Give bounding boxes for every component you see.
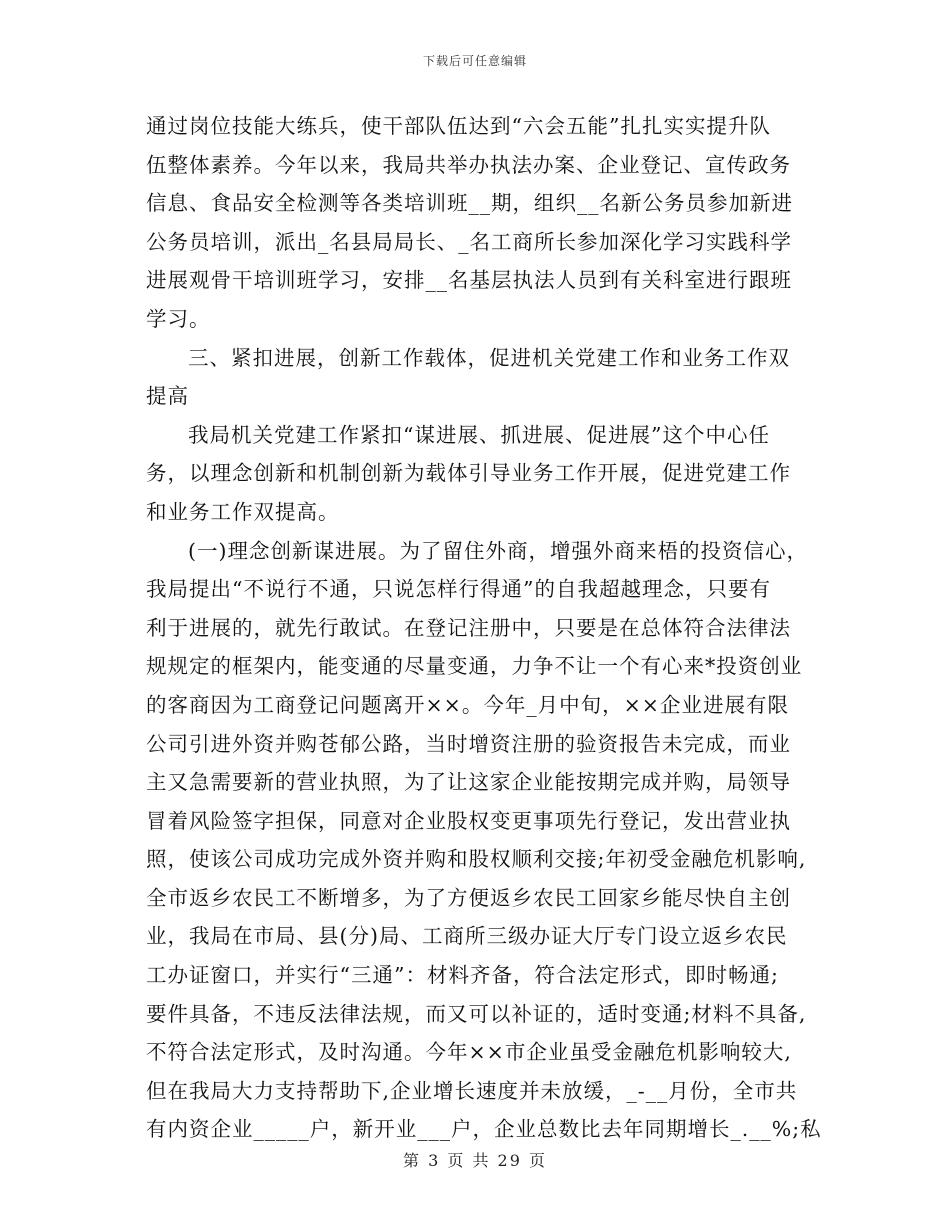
body-line: 信息、食品安全检测等各类培训班__期，组织__名新公务员参加新进 <box>146 191 793 216</box>
document-body <box>146 107 822 1149</box>
body-line: 规规定的框架内，能变通的尽量变通，力争不让一个有心来*投资创业 <box>146 654 803 679</box>
body-line: 但在我局大力支持帮助下,企业增长速度并未放缓，_-__月份，全市共 <box>146 1078 798 1103</box>
body-line: 通过岗位技能大练兵，使干部队伍达到“六会五能”扎扎实实提升队 <box>146 114 771 138</box>
body-line: 有内资企业_____户，新开业___户，企业总数比去年同期增长_.__%;私 <box>146 1117 822 1142</box>
body-line: 照，使该公司成功完成外资并购和股权顺利交接;年初受金融危机影响, <box>146 847 807 872</box>
body-line: 全市返乡农民工不断增多，为了方便返乡农民工回家乡能尽快自主创 <box>146 885 791 910</box>
body-line: 伍整体素养。今年以来，我局共举办执法办案、企业登记、宣传政务 <box>146 152 791 177</box>
body-line: (一)理念创新谋进展。为了留住外商，增强外商来梧的投资信心， <box>188 538 808 563</box>
page-header-note: 下载后可任意编辑 <box>422 54 527 68</box>
section-heading-cont: 提高 <box>146 384 189 409</box>
body-line: 的客商因为工商登记问题离开××。今年_月中旬，××企业进展有限 <box>146 692 789 717</box>
body-line: 公务员培训，派出_名县局局长、_名工商所长参加深化学习实践科学 <box>146 229 792 254</box>
page-number: 第 3 页 共 29 页 <box>403 1151 547 1170</box>
body-line: 业，我局在市局、县(分)局、工商所三级办证大厅专门设立返乡农民 <box>146 924 788 949</box>
body-line: 不符合法定形式，及时沟通。今年××市企业虽受金融危机影响较大, <box>146 1040 792 1065</box>
body-line: 要件具备，不违反法律法规，而又可以补证的，适时变通;材料不具备, <box>146 1001 807 1026</box>
body-line: 工办证窗口，并实行“三通”：材料齐备，符合法定形式，即时畅通; <box>146 963 779 988</box>
body-line: 和业务工作双提高。 <box>146 499 340 524</box>
body-line: 我局提出“不说行不通，只说怎样行得通”的自我超越理念，只要有 <box>146 577 771 602</box>
body-line: 务，以理念创新和机制创新为载体引导业务工作开展，促进党建工作 <box>146 461 791 486</box>
body-line: 利于进展的，就先行敢试。在登记注册中，只要是在总体符合法律法 <box>146 615 791 640</box>
body-line: 进展观骨干培训班学习，安排__名基层执法人员到有关科室进行跟班 <box>146 268 792 293</box>
body-line: 主又急需要新的营业执照，为了让这家企业能按期完成并购，局领导 <box>146 770 791 795</box>
body-line: 公司引进外资并购苍郁公路，当时增资注册的验资报告未完成，而业 <box>146 731 791 756</box>
body-line: 学习。 <box>146 306 211 331</box>
body-line: 我局机关党建工作紧扣“谋进展、抓进展、促进展”这个中心任 <box>188 422 770 447</box>
section-heading: 三、紧扣进展，创新工作载体，促进机关党建工作和业务工作双 <box>188 345 790 370</box>
body-line: 冒着风险签字担保，同意对企业股权变更事项先行登记，发出营业执 <box>146 808 791 833</box>
